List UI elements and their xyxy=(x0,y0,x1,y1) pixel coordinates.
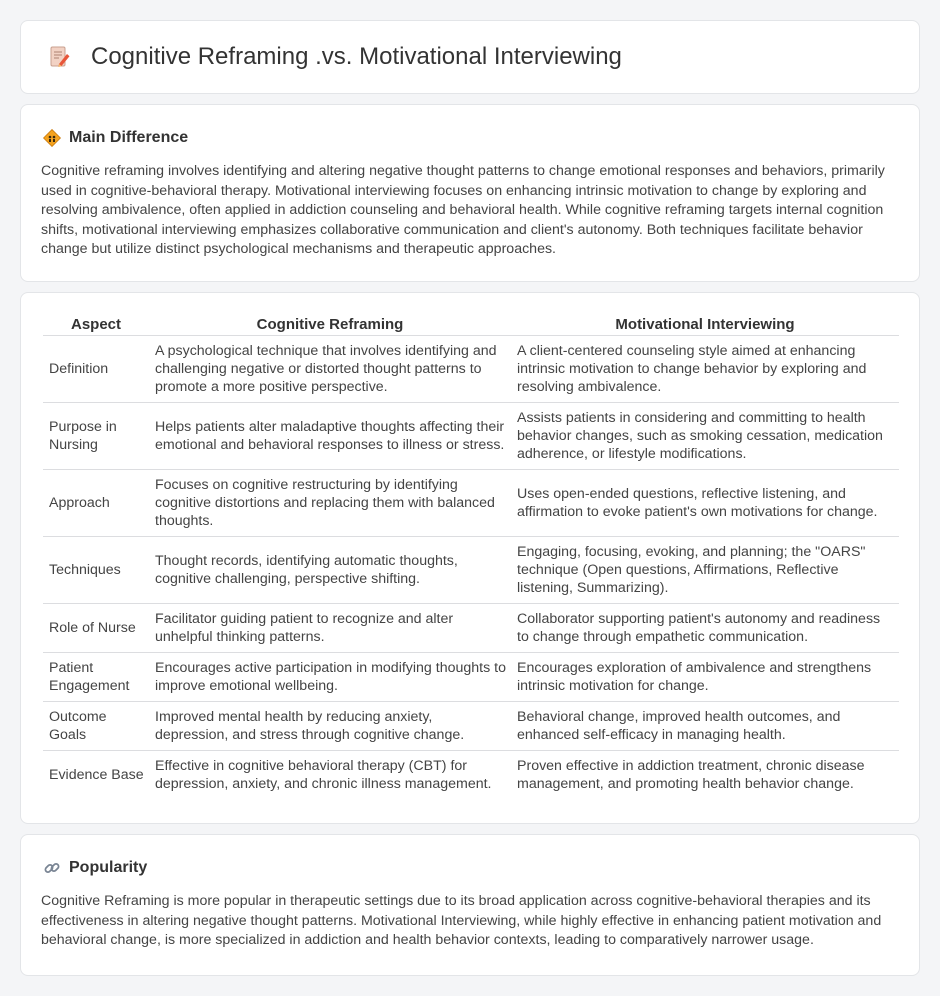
comparison-table xyxy=(43,315,899,799)
row-cognitive-reframing: Focuses on cognitive restructuring by identifying cognitive distortions and replacing them with balanced thoughts. xyxy=(149,469,511,536)
row-motivational-interviewing: Collaborator supporting patient's autonomy and readiness to change through empathetic communication. xyxy=(511,603,899,652)
table-row xyxy=(43,652,899,701)
header-aspect: Aspect xyxy=(43,315,149,335)
table-header-row xyxy=(43,315,899,335)
row-cognitive-reframing: Encourages active participation in modifying thoughts to improve emotional wellbeing. xyxy=(149,652,511,701)
row-motivational-interviewing: Proven effective in addiction treatment, chronic disease management, and promoting health behavior change. xyxy=(517,757,865,792)
title-card xyxy=(20,20,920,94)
main-difference-section xyxy=(20,104,920,282)
row-aspect: Evidence Base xyxy=(49,766,144,783)
popularity-text: Cognitive Reframing is more popular in therapeutic settings due to its broad application across cognitive-behavioral therapies and its effectiveness in altering negative thought patterns. Motivational Interviewing, while highly effective in enhancing patient motivation and behavioral change, is more specialized in addiction and health behavior contexts, leading to comparatively narrower usage. xyxy=(41,893,882,948)
comparison-section xyxy=(20,292,920,824)
row-cognitive-reframing: Improved mental health by reducing anxiety, depression, and stress through cognitive change. xyxy=(149,701,511,750)
page-title: Cognitive Reframing .vs. Motivational Interviewing xyxy=(91,43,622,70)
popularity-heading: Popularity xyxy=(69,859,148,876)
row-motivational-interviewing: Behavioral change, improved health outcomes, and enhanced self-efficacy in managing health. xyxy=(511,701,899,750)
row-aspect: Definition xyxy=(43,335,149,402)
row-motivational-interviewing: Engaging, focusing, evoking, and planning; the "OARS" technique (Open questions, Affirmations, Reflective listening, Summarizing). xyxy=(511,536,899,603)
row-cognitive-reframing: Thought records, identifying automatic thoughts, cognitive challenging, perspective shifting. xyxy=(149,536,511,603)
header-cognitive-reframing: Cognitive Reframing xyxy=(149,315,511,335)
row-aspect: Role of Nurse xyxy=(43,603,149,652)
popularity-section xyxy=(20,834,920,976)
row-aspect: Approach xyxy=(43,469,149,536)
row-motivational-interviewing: Uses open-ended questions, reflective listening, and affirmation to evoke patient's own motivations for change. xyxy=(511,469,899,536)
row-motivational-interviewing: Assists patients in considering and committing to health behavior changes, such as smoking cessation, medication adherence, or lifestyle modifications. xyxy=(511,402,899,469)
diamond-sign-icon xyxy=(43,129,61,147)
table-row xyxy=(43,402,899,469)
row-motivational-interviewing: A client-centered counseling style aimed at enhancing intrinsic motivation to change behavior by exploring and resolving ambivalence. xyxy=(511,335,899,402)
table-row xyxy=(43,750,899,799)
header-motivational-interviewing: Motivational Interviewing xyxy=(511,315,899,335)
main-difference-text: Cognitive reframing involves identifying and altering negative thought patterns to change emotional responses and behaviors, primarily used in cognitive-behavioral therapy. Motivational interviewing focuses on enhancing intrinsic motivation to change by exploring and resolving ambivalence, often applied in addiction counseling and behavioral health. While cognitive reframing targets internal cognition shifts, motivational interviewing emphasizes collaborative communication and client's autonomy. Both techniques facilitate behavior change but utilize distinct psychological mechanisms and therapeutic approaches. xyxy=(41,163,885,257)
table-row xyxy=(43,335,899,402)
row-aspect: Purpose in Nursing xyxy=(43,402,149,469)
row-cognitive-reframing: Facilitator guiding patient to recognize and alter unhelpful thinking patterns. xyxy=(149,603,511,652)
link-icon xyxy=(43,859,61,877)
row-aspect: Patient Engagement xyxy=(43,652,149,701)
table-row xyxy=(43,603,899,652)
table-row xyxy=(43,469,899,536)
row-cognitive-reframing: A psychological technique that involves identifying and challenging negative or distorted thought patterns to promote a more positive perspective. xyxy=(149,335,511,402)
row-cognitive-reframing: Helps patients alter maladaptive thoughts affecting their emotional and behavioral responses to illness or stress. xyxy=(149,402,511,469)
table-row xyxy=(43,701,899,750)
row-aspect: Outcome Goals xyxy=(43,701,149,750)
main-difference-heading: Main Difference xyxy=(69,129,189,146)
row-motivational-interviewing: Encourages exploration of ambivalence and strengthens intrinsic motivation for change. xyxy=(511,652,899,701)
row-cognitive-reframing: Effective in cognitive behavioral therapy (CBT) for depression, anxiety, and chronic illness management. xyxy=(155,757,492,792)
table-row xyxy=(43,536,899,603)
row-aspect: Techniques xyxy=(43,536,149,603)
document-pencil-icon xyxy=(47,45,71,69)
